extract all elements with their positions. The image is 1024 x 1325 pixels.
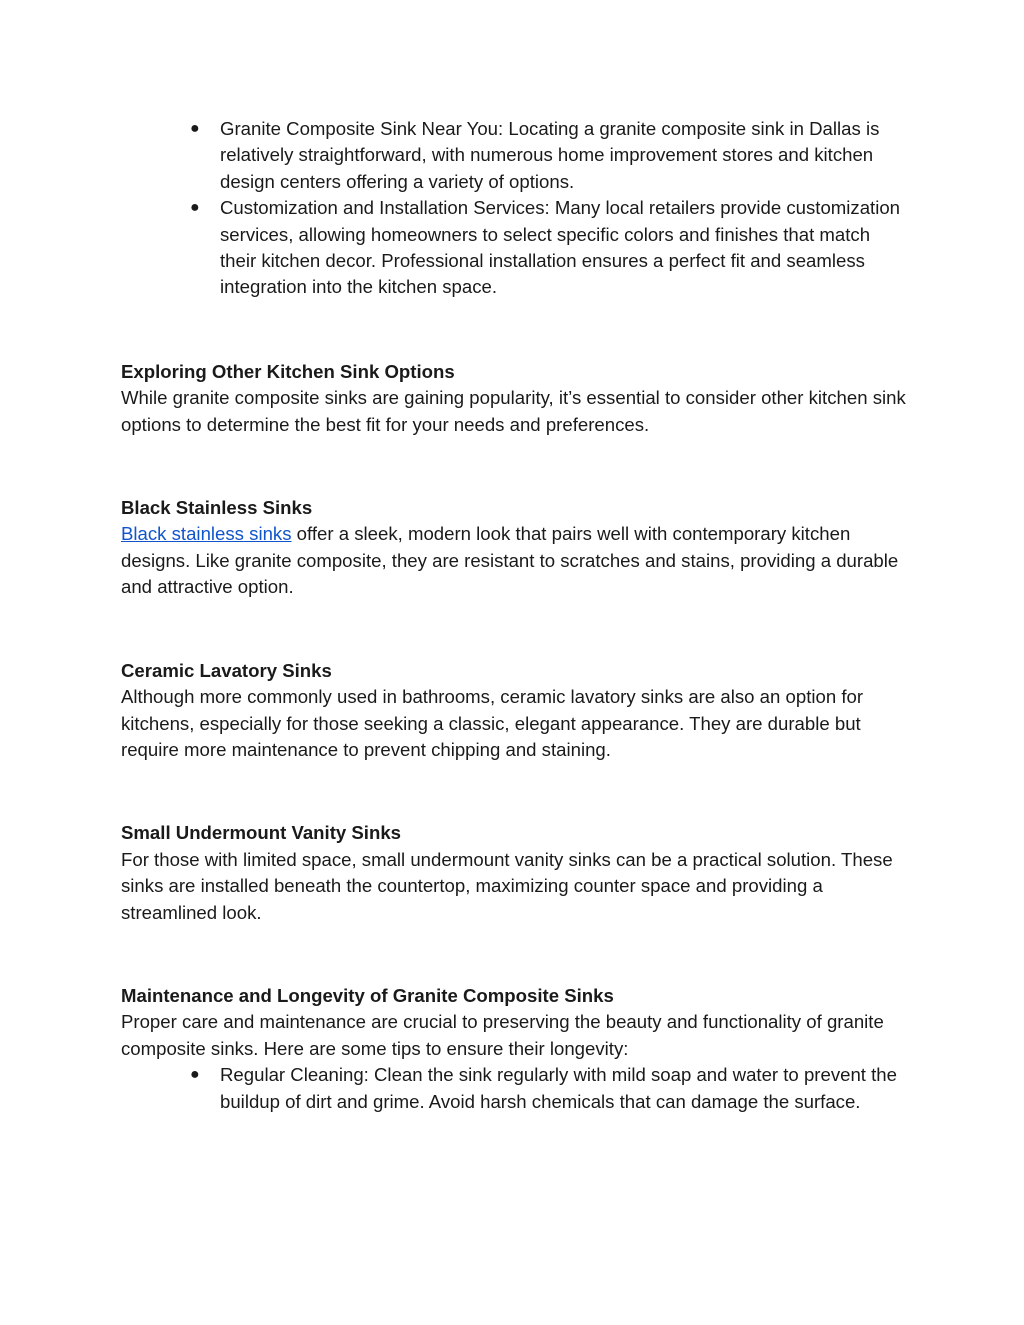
section-exploring bbox=[121, 359, 911, 438]
bottom-bullet-list bbox=[121, 1062, 911, 1115]
list-item-text: Regular Cleaning: Clean the sink regularly with mild soap and water to prevent the buildup of dirt and grime. Avoid harsh chemicals that can damage the surface. bbox=[220, 1064, 897, 1112]
list-item-text: Granite Composite Sink Near You: Locating a granite composite sink in Dallas is relatively straightforward, with numerous home improvement stores and kitchen design centers offering a variety of options. bbox=[220, 118, 880, 192]
list-item bbox=[190, 1062, 911, 1115]
section-heading: Small Undermount Vanity Sinks bbox=[121, 822, 402, 844]
paragraph-text: offer a sleek, modern look that pairs well with contemporary kitchen designs. Like granite composite, they are resistant to scratches and stains, providing a durable and attractive option. bbox=[121, 523, 899, 598]
section-maintenance bbox=[121, 983, 911, 1062]
section-undermount bbox=[121, 820, 911, 926]
bullet-icon: ● bbox=[190, 1066, 200, 1084]
bullet-icon: ● bbox=[190, 199, 200, 217]
section-paragraph: Proper care and maintenance are crucial to preserving the beauty and functionality of granite composite sinks. Here are some tips to ensure their longevity: bbox=[121, 1011, 884, 1059]
bullet-icon: ● bbox=[190, 120, 200, 137]
section-heading: Ceramic Lavatory Sinks bbox=[121, 659, 332, 681]
section-heading: Exploring Other Kitchen Sink Options bbox=[121, 360, 455, 382]
section-paragraph: Although more commonly used in bathrooms, ceramic lavatory sinks are also an option for kitchens, especially for those seeking a classic, elegant appearance. They are durable but require more maintenance to prevent chipping and staining. bbox=[121, 686, 864, 760]
list-item-text: Customization and Installation Services: Many local retailers provide customization services, allowing homeowners to select specific colors and finishes that match their kitchen decor. Professional installation ensures a perfect fit and seamless integration into the kitchen space. bbox=[220, 197, 901, 298]
section-ceramic bbox=[121, 658, 911, 764]
section-heading: Black Stainless Sinks bbox=[121, 497, 313, 519]
document-page bbox=[121, 116, 911, 1115]
section-paragraph: For those with limited space, small undermount vanity sinks can be a practical solution. These sinks are installed beneath the countertop, maximizing counter space and providing a streamlined look. bbox=[121, 848, 893, 923]
black-stainless-sinks-link[interactable]: Black stainless sinks bbox=[121, 523, 292, 545]
section-paragraph bbox=[121, 521, 911, 600]
list-item bbox=[190, 116, 911, 195]
top-bullet-list bbox=[121, 116, 911, 301]
section-heading: Maintenance and Longevity of Granite Composite Sinks bbox=[121, 984, 614, 1006]
list-item bbox=[190, 195, 911, 301]
section-black-stainless bbox=[121, 495, 911, 601]
section-paragraph: While granite composite sinks are gaining popularity, it’s essential to consider other kitchen sink options to determine the best fit for your needs and preferences. bbox=[121, 387, 906, 435]
